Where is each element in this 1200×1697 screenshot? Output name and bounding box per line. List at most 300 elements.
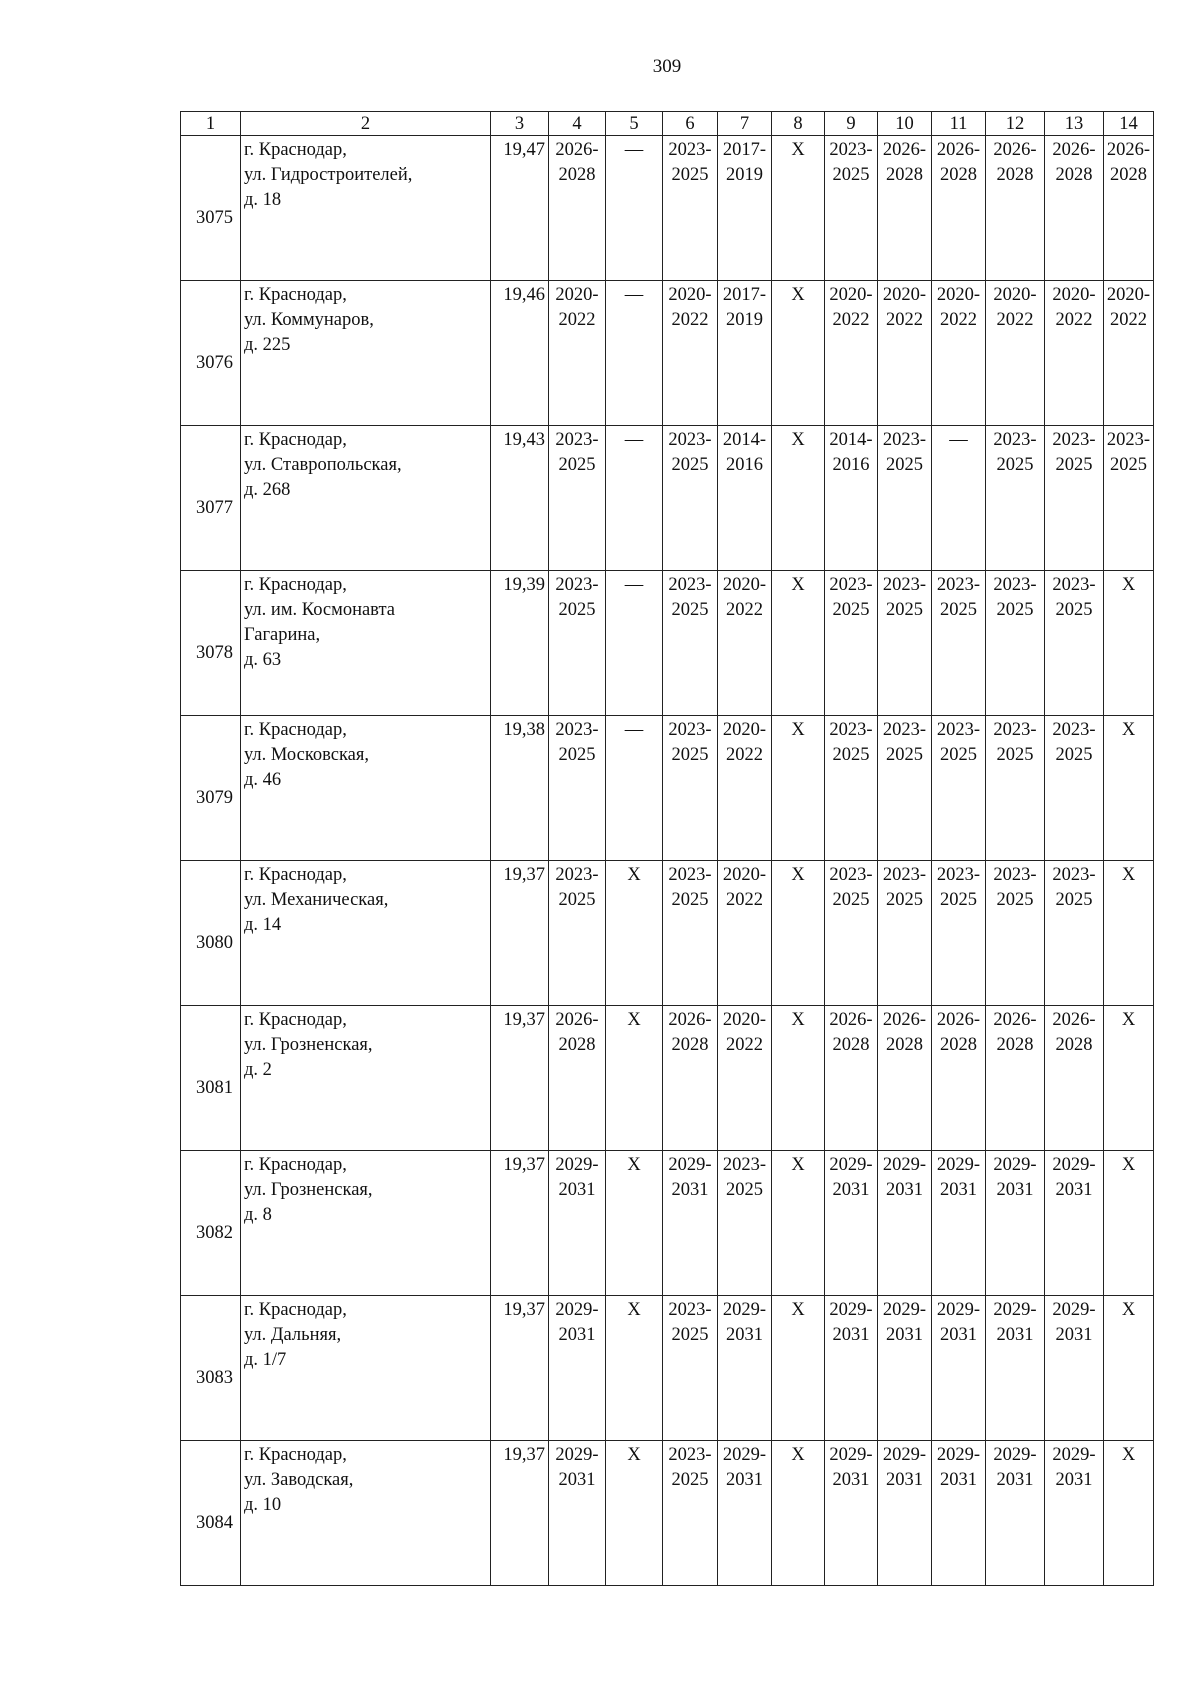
period-cell-col-8 <box>772 716 825 861</box>
address-line: ул. Московская, <box>244 745 370 765</box>
period-cell-col-9 <box>825 136 878 281</box>
period-line: 2031 <box>726 1470 763 1490</box>
period-cell-col-13 <box>1045 136 1104 281</box>
period-line: 2028 <box>940 1035 977 1055</box>
period-line: 2023- <box>993 430 1037 450</box>
period-line: 2022 <box>671 310 709 330</box>
period-cell-col-13 <box>1045 281 1104 426</box>
period-cell-col-9 <box>825 1006 878 1151</box>
period-line: 2016 <box>726 455 763 475</box>
period-cell-col-9 <box>825 281 878 426</box>
period-line: 2022 <box>726 890 763 910</box>
address-line: ул. Грозненская, <box>244 1180 373 1200</box>
address-cell <box>241 1441 491 1586</box>
rating-value: 19,37 <box>491 861 549 1006</box>
period-line: 2025 <box>671 745 709 765</box>
column-header-14: 14 <box>1104 112 1154 136</box>
rating-value: 19,39 <box>491 571 549 716</box>
period-line: 2025 <box>671 600 709 620</box>
period-line: 2025 <box>832 600 870 620</box>
period-cell-col-4 <box>549 1006 606 1151</box>
period-line: X <box>1121 865 1136 885</box>
period-line: 2020- <box>882 285 927 305</box>
period-line: X <box>627 1010 641 1030</box>
period-line: 2026- <box>555 140 599 160</box>
period-line: 2029- <box>993 1155 1037 1175</box>
period-line: 2023- <box>1052 720 1096 740</box>
period-line: 2029- <box>829 1445 873 1465</box>
period-line: 2025 <box>671 165 709 185</box>
period-line: 2016 <box>832 455 870 475</box>
column-header-3: 3 <box>491 112 549 136</box>
period-cell-col-5 <box>606 1151 663 1296</box>
period-line: 2029- <box>1052 1445 1096 1465</box>
period-line: 2025 <box>1110 455 1147 475</box>
period-line: 2031 <box>1055 1325 1093 1345</box>
period-line: X <box>791 140 805 160</box>
period-cell-col-12 <box>986 1151 1045 1296</box>
period-cell-col-13 <box>1045 716 1104 861</box>
column-header-9: 9 <box>825 112 878 136</box>
period-line: 2028 <box>1055 165 1093 185</box>
period-line: X <box>791 575 805 595</box>
period-cell-col-12 <box>986 861 1045 1006</box>
period-line: 2029- <box>993 1445 1037 1465</box>
period-line: X <box>791 1010 805 1030</box>
period-line: 2025 <box>558 890 596 910</box>
period-cell-col-13 <box>1045 1006 1104 1151</box>
period-cell-col-12 <box>986 281 1045 426</box>
period-line: 2023- <box>829 575 873 595</box>
period-line: 2017- <box>722 285 767 305</box>
period-line: 2023- <box>936 865 981 885</box>
period-cell-col-13 <box>1045 571 1104 716</box>
period-cell-col-8 <box>772 1006 825 1151</box>
address-line: д. 1/7 <box>244 1350 287 1370</box>
period-cell-col-14 <box>1104 1296 1154 1441</box>
period-line: X <box>791 1155 805 1175</box>
period-cell-col-14 <box>1104 1441 1154 1586</box>
period-line: 2029- <box>668 1155 712 1175</box>
row-number: 3079 <box>181 716 241 861</box>
period-cell-col-14 <box>1104 861 1154 1006</box>
period-line: 2025 <box>996 455 1034 475</box>
address-line: д. 18 <box>244 190 282 210</box>
period-line: 2031 <box>996 1180 1034 1200</box>
rating-value: 19,37 <box>491 1151 549 1296</box>
period-cell-col-5 <box>606 1441 663 1586</box>
address-cell <box>241 571 491 716</box>
period-line: 2025 <box>940 600 977 620</box>
period-cell-col-10 <box>878 861 932 1006</box>
period-line: 2029- <box>936 1300 981 1320</box>
table-row <box>181 1296 1154 1441</box>
page-number: 309 <box>652 56 682 77</box>
address-cell <box>241 426 491 571</box>
period-line: 2029- <box>829 1155 873 1175</box>
period-line: 2020- <box>936 285 981 305</box>
period-line: 2029- <box>882 1155 927 1175</box>
column-header-11: 11 <box>932 112 986 136</box>
period-line: 2029- <box>555 1300 599 1320</box>
period-line: 2014- <box>829 430 873 450</box>
period-line: 2022 <box>1055 310 1093 330</box>
period-line: 2026- <box>993 140 1037 160</box>
period-cell-col-10 <box>878 426 932 571</box>
period-cell-col-12 <box>986 1296 1045 1441</box>
row-number: 3083 <box>181 1296 241 1441</box>
period-cell-col-7 <box>718 571 772 716</box>
address-line: г. Краснодар, <box>244 1445 347 1465</box>
column-header-6: 6 <box>663 112 718 136</box>
period-line: 2022 <box>940 310 977 330</box>
period-cell-col-12 <box>986 716 1045 861</box>
period-line: 2023- <box>829 865 873 885</box>
address-line: г. Краснодар, <box>244 1155 347 1175</box>
period-cell-col-10 <box>878 1296 932 1441</box>
period-line: 2026- <box>1106 140 1151 160</box>
period-line: 2022 <box>558 310 596 330</box>
period-line: 2023- <box>555 720 599 740</box>
period-cell-col-10 <box>878 716 932 861</box>
period-line: 2028 <box>940 165 977 185</box>
table-row <box>181 426 1154 571</box>
period-cell-col-8 <box>772 1441 825 1586</box>
period-line: X <box>1121 1445 1136 1465</box>
period-line: X <box>791 720 805 740</box>
period-line: 2026- <box>936 140 981 160</box>
period-line: 2031 <box>886 1180 923 1200</box>
period-cell-col-6 <box>663 571 718 716</box>
period-line: 2026- <box>1052 140 1096 160</box>
rating-value: 19,38 <box>491 716 549 861</box>
period-line: 2014- <box>722 430 767 450</box>
period-cell-col-10 <box>878 1006 932 1151</box>
period-cell-col-4 <box>549 1151 606 1296</box>
period-line: 2031 <box>832 1470 870 1490</box>
table-row <box>181 571 1154 716</box>
period-line: 2022 <box>996 310 1034 330</box>
period-line: X <box>791 1300 805 1320</box>
period-line: 2028 <box>1110 165 1147 185</box>
period-cell-col-6 <box>663 426 718 571</box>
period-line: 2023- <box>936 575 981 595</box>
period-line: — <box>624 430 644 450</box>
period-line: 2026- <box>829 1010 873 1030</box>
period-line: 2028 <box>996 1035 1034 1055</box>
period-line: 2028 <box>886 1035 923 1055</box>
period-cell-col-6 <box>663 716 718 861</box>
period-cell-col-5 <box>606 571 663 716</box>
period-cell-col-11 <box>932 136 986 281</box>
period-cell-col-6 <box>663 281 718 426</box>
period-line: 2025 <box>996 600 1034 620</box>
address-cell <box>241 716 491 861</box>
period-line: 2025 <box>558 600 596 620</box>
address-line: Гагарина, <box>244 625 321 645</box>
period-line: 2023- <box>1106 430 1151 450</box>
period-line: 2026- <box>668 1010 712 1030</box>
row-number: 3077 <box>181 426 241 571</box>
table-body <box>181 136 1154 1586</box>
period-line: 2025 <box>996 890 1034 910</box>
period-line: 2025 <box>1055 890 1093 910</box>
period-cell-col-9 <box>825 571 878 716</box>
address-line: ул. Дальняя, <box>244 1325 342 1345</box>
period-line: 2025 <box>726 1180 763 1200</box>
rating-value: 19,37 <box>491 1441 549 1586</box>
period-line: 2029- <box>1052 1300 1096 1320</box>
period-cell-col-12 <box>986 136 1045 281</box>
period-cell-col-12 <box>986 1441 1045 1586</box>
period-line: 2029- <box>936 1445 981 1465</box>
period-cell-col-4 <box>549 571 606 716</box>
address-line: ул. Коммунаров, <box>244 310 374 330</box>
period-cell-col-9 <box>825 1296 878 1441</box>
period-line: 2026- <box>936 1010 981 1030</box>
period-line: 2029- <box>555 1445 599 1465</box>
table-row <box>181 1006 1154 1151</box>
period-cell-col-11 <box>932 1296 986 1441</box>
period-line: 2020- <box>722 865 767 885</box>
period-line: 2025 <box>832 745 870 765</box>
period-line: 2023- <box>668 575 712 595</box>
period-cell-col-7 <box>718 1151 772 1296</box>
row-number: 3075 <box>181 136 241 281</box>
period-line: 2025 <box>671 890 709 910</box>
rating-value: 19,43 <box>491 426 549 571</box>
period-line: X <box>627 1300 641 1320</box>
row-number: 3082 <box>181 1151 241 1296</box>
period-cell-col-12 <box>986 1006 1045 1151</box>
period-cell-col-14 <box>1104 1151 1154 1296</box>
period-line: 2025 <box>886 455 923 475</box>
period-line: 2029- <box>555 1155 599 1175</box>
period-cell-col-11 <box>932 1006 986 1151</box>
address-line: г. Краснодар, <box>244 575 347 595</box>
period-cell-col-8 <box>772 136 825 281</box>
period-line: 2025 <box>671 455 709 475</box>
period-line: 2020- <box>829 285 873 305</box>
period-line: 2025 <box>558 745 596 765</box>
period-line: 2028 <box>996 165 1034 185</box>
period-cell-col-8 <box>772 861 825 1006</box>
period-line: X <box>791 285 805 305</box>
period-line: X <box>1121 720 1136 740</box>
column-header-5: 5 <box>606 112 663 136</box>
period-line: 2031 <box>996 1470 1034 1490</box>
period-cell-col-4 <box>549 716 606 861</box>
period-cell-col-6 <box>663 861 718 1006</box>
period-line: X <box>1121 1155 1136 1175</box>
period-cell-col-4 <box>549 861 606 1006</box>
column-header-10: 10 <box>878 112 932 136</box>
period-line: 2023- <box>993 720 1037 740</box>
period-line: 2028 <box>671 1035 709 1055</box>
period-line: 2023- <box>882 430 927 450</box>
address-cell <box>241 1296 491 1441</box>
period-line: 2026- <box>882 1010 927 1030</box>
period-line: 2023- <box>936 720 981 740</box>
row-number: 3081 <box>181 1006 241 1151</box>
rating-value: 19,47 <box>491 136 549 281</box>
address-line: ул. Ставропольская, <box>244 455 402 475</box>
period-line: — <box>624 285 644 305</box>
period-line: 2025 <box>558 455 596 475</box>
period-line: 2031 <box>886 1325 923 1345</box>
period-line: 2019 <box>726 310 763 330</box>
period-line: 2026- <box>1052 1010 1096 1030</box>
period-cell-col-5 <box>606 1296 663 1441</box>
address-cell <box>241 1151 491 1296</box>
period-cell-col-6 <box>663 1296 718 1441</box>
period-cell-col-11 <box>932 716 986 861</box>
period-line: 2022 <box>832 310 870 330</box>
period-cell-col-7 <box>718 1006 772 1151</box>
address-line: д. 225 <box>244 335 291 355</box>
period-line: 2031 <box>940 1325 977 1345</box>
column-header-1: 1 <box>181 112 241 136</box>
period-cell-col-13 <box>1045 1296 1104 1441</box>
period-line: 2022 <box>726 745 763 765</box>
period-line: 2020- <box>722 575 767 595</box>
period-cell-col-11 <box>932 281 986 426</box>
period-cell-col-6 <box>663 1006 718 1151</box>
period-line: X <box>791 1445 805 1465</box>
table-row <box>181 281 1154 426</box>
period-line: 2028 <box>832 1035 870 1055</box>
period-cell-col-7 <box>718 716 772 861</box>
column-header-2: 2 <box>241 112 491 136</box>
period-line: 2025 <box>996 745 1034 765</box>
period-line: 2031 <box>1055 1180 1093 1200</box>
period-line: X <box>627 1155 641 1175</box>
period-line: 2022 <box>886 310 923 330</box>
period-line: 2025 <box>886 600 923 620</box>
row-number: 3084 <box>181 1441 241 1586</box>
period-line: 2023- <box>1052 575 1096 595</box>
period-line: 2020- <box>722 1010 767 1030</box>
period-line: 2026- <box>555 1010 599 1030</box>
period-line: 2025 <box>671 1325 709 1345</box>
period-line: 2031 <box>996 1325 1034 1345</box>
period-cell-col-14 <box>1104 1006 1154 1151</box>
period-line: 2020- <box>1106 285 1151 305</box>
period-line: 2029- <box>829 1300 873 1320</box>
period-cell-col-6 <box>663 1151 718 1296</box>
period-line: 2023- <box>882 865 927 885</box>
period-line: X <box>791 865 805 885</box>
table-row <box>181 1441 1154 1586</box>
period-line: 2028 <box>558 1035 596 1055</box>
period-cell-col-5 <box>606 136 663 281</box>
period-cell-col-10 <box>878 1151 932 1296</box>
period-cell-col-14 <box>1104 716 1154 861</box>
period-line: X <box>791 430 805 450</box>
period-line: 2031 <box>886 1470 923 1490</box>
period-line: 2025 <box>832 890 870 910</box>
address-line: д. 268 <box>244 480 291 500</box>
period-line: X <box>1121 575 1136 595</box>
period-line: 2026- <box>993 1010 1037 1030</box>
period-line: 2031 <box>558 1325 596 1345</box>
period-line: 2025 <box>1055 455 1093 475</box>
period-line: 2025 <box>886 890 923 910</box>
period-line: 2029- <box>1052 1155 1096 1175</box>
period-line: 2031 <box>558 1180 596 1200</box>
period-cell-col-4 <box>549 281 606 426</box>
period-line: 2023- <box>668 1300 712 1320</box>
period-cell-col-8 <box>772 281 825 426</box>
period-line: 2023- <box>668 865 712 885</box>
period-cell-col-6 <box>663 136 718 281</box>
column-header-7: 7 <box>718 112 772 136</box>
period-cell-col-10 <box>878 571 932 716</box>
period-line: 2026- <box>882 140 927 160</box>
period-cell-col-10 <box>878 1441 932 1586</box>
column-header-4: 4 <box>549 112 606 136</box>
period-line: 2025 <box>1055 745 1093 765</box>
table-row <box>181 716 1154 861</box>
period-line: 2025 <box>671 1470 709 1490</box>
period-cell-col-11 <box>932 861 986 1006</box>
period-line: X <box>627 1445 641 1465</box>
period-line: 2023- <box>1052 865 1096 885</box>
row-number: 3078 <box>181 571 241 716</box>
period-line: 2031 <box>671 1180 709 1200</box>
period-cell-col-7 <box>718 281 772 426</box>
period-cell-col-7 <box>718 1296 772 1441</box>
rating-value: 19,37 <box>491 1006 549 1151</box>
address-line: д. 14 <box>244 915 282 935</box>
rating-value: 19,37 <box>491 1296 549 1441</box>
period-line: 2028 <box>1055 1035 1093 1055</box>
address-line: д. 10 <box>244 1495 282 1515</box>
column-header-13: 13 <box>1045 112 1104 136</box>
address-line: ул. Заводская, <box>244 1470 354 1490</box>
period-cell-col-9 <box>825 426 878 571</box>
period-line: 2025 <box>886 745 923 765</box>
period-cell-col-11 <box>932 426 986 571</box>
period-cell-col-7 <box>718 136 772 281</box>
period-cell-col-9 <box>825 1441 878 1586</box>
period-cell-col-7 <box>718 1441 772 1586</box>
period-line: — <box>949 430 968 450</box>
address-line: д. 8 <box>244 1205 272 1225</box>
address-line: д. 46 <box>244 770 282 790</box>
period-cell-col-7 <box>718 426 772 571</box>
table-row <box>181 861 1154 1006</box>
address-cell <box>241 136 491 281</box>
period-line: 2023- <box>882 720 927 740</box>
period-cell-col-4 <box>549 1296 606 1441</box>
period-line: 2023- <box>829 720 873 740</box>
period-line: 2031 <box>558 1470 596 1490</box>
period-line: X <box>1121 1010 1136 1030</box>
period-line: 2023- <box>829 140 873 160</box>
period-line: X <box>1121 1300 1136 1320</box>
period-cell-col-6 <box>663 1441 718 1586</box>
period-cell-col-5 <box>606 281 663 426</box>
period-cell-col-14 <box>1104 136 1154 281</box>
period-cell-col-8 <box>772 571 825 716</box>
period-cell-col-8 <box>772 1151 825 1296</box>
period-cell-col-8 <box>772 1296 825 1441</box>
address-line: г. Краснодар, <box>244 285 347 305</box>
period-cell-col-4 <box>549 136 606 281</box>
period-cell-col-4 <box>549 426 606 571</box>
address-line: г. Краснодар, <box>244 1300 347 1320</box>
